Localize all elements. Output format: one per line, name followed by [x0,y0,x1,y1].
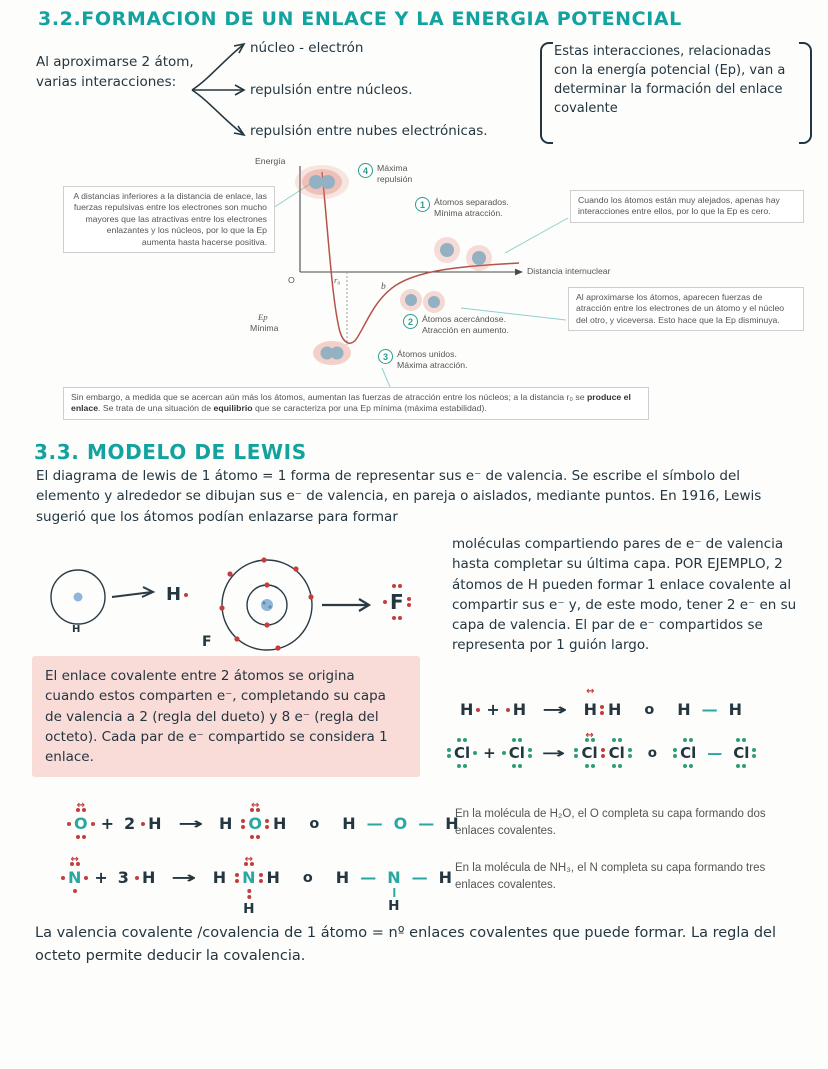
left-bracket [540,42,553,144]
interaction-item-cloud-repulsion: repulsión entre nubes electrónicas. [250,123,488,139]
marker-4-max-repulsion [358,163,412,186]
callout-right-top-far-atoms: Cuando los átomos están muy alejados, apenas hay interacciones entre ellos, por lo que la Ep es cero. [570,190,804,223]
marker-2-atoms-approaching [403,314,509,337]
marker-3-badge: 3 [378,349,393,364]
section-3-2-title: 3.2.FORMACION DE UN ENLACE Y LA ENERGIA POTENCIAL [38,8,682,30]
y-axis-label: Energía [255,156,286,166]
f-atom-drawing [219,557,313,650]
marker-4-badge: 4 [358,163,373,178]
bottom-note-part1: Sin embargo, a medida que se acercan aún más los átomos, aumentan las fuerzas de atracción entre los núcleos; a la distancia r₀ se [71,392,587,402]
marker-1-text: Átomos separados. Mínima atracción. [434,197,509,219]
side-note: Estas interacciones, relacionadas con la energía potencial (Ep), van a determinar la formación del enlace covalente [554,44,786,116]
f-lewis-symbol: F [382,590,412,614]
h2o-note: En la molécula de H₂O, el O completa su capa formando dos enlaces covalentes. [455,808,766,837]
lewis-paragraph-1: El diagrama de lewis de 1 átomo = 1 forma de representar sus e⁻ de valencia. Se escribe el símbolo del elemento y alrededor se dibujan sus e⁻ de valencia, en pareja o aislados, mediante puntos. En 1916, Lewis sugerió que los átomos podían enlazarse para formar [36,468,762,525]
interaction-item-nucleus-repulsion: repulsión entre núcleos. [250,82,413,98]
marker-3-atoms-united [378,349,468,372]
marker-4-text: Máxima repulsión [377,163,413,185]
bottom-note-bold-produce-enlace: produce el enlace [71,392,631,414]
bottom-note-part3: que se caracteriza por una Ep mínima (máxima estabilidad). [252,403,487,414]
ep-minima-label: Mínima [250,323,279,333]
section-3-3-title: 3.3. MODELO DE LEWIS [34,440,307,464]
callout-left-repulsive-forces: A distancias inferiores a la distancia de enlace, las fuerzas repulsivas entre los electrones son mucho mayores que las atractivas entre los electrones enlazantes y los núcleos, por lo que la Ep aumenta hasta hacerse positiva. [63,186,275,253]
h-atom-drawing [51,570,105,624]
bottom-note-bold-equilibrio: equilibrio [213,403,253,414]
x-axis-label: Distancia internuclear [527,266,611,276]
bottom-note-part2: . Se trata de una situación de [98,403,214,414]
atoms-united [313,341,351,365]
marker-1-atoms-separated [415,197,509,220]
f-atom-label: F [202,634,212,650]
molecule-max-repulsion [295,165,349,199]
b-point-label: b [381,282,386,292]
intro-line-2: varias interacciones: [36,74,177,91]
h2o-lewis-equation: O ↔ + 2 H → H O ↔ H o H — O — H [66,814,467,833]
nh3-lewis-equation: N ↔ + 3 H → H N ↔ H H o H — N H — H [60,868,460,887]
interactions-intro [36,52,194,93]
atoms-approaching [400,289,445,313]
origin-label: O [288,275,295,285]
h2-lewis-equation: H + H → H ↔ H o H — H [460,686,743,719]
callout-bottom-bond-formed [63,387,649,420]
callout-right-bottom-attraction: Al aproximarse los átomos, aparecen fuerzas de atracción entre los electrones de un átomo y el núcleo del otro, y viceversa. Esto hace que la Ep disminuya. [568,287,804,331]
ep-label: Ep [258,312,268,322]
h-lewis-symbol: H [158,584,189,605]
marker-1-badge: 1 [415,197,430,212]
marker-3-text: Átomos unidos. Máxima atracción. [397,349,468,371]
marker-2-badge: 2 [403,314,418,329]
covalence-footer-note: La valencia covalente /covalencia de 1 átomo = nº enlaces covalentes que puede formar. La regla del octeto permite deducir la covalencia. [35,925,777,965]
interaction-item-nucleus-electron: núcleo - electrón [250,40,364,56]
cl2-lewis-equation: Cl + Cl → Cl ↔ Cl o Cl — Cl [446,744,757,762]
atoms-separated [434,237,492,271]
h-atom-label: H [72,624,81,635]
lewis-paragraph-2: moléculas compartiendo pares de e⁻ de valencia hasta completar su última capa. POR EJEMPLO, 2 átomos de H pueden formar 1 enlace covalente al compartir sus e⁻ y, de este modo, tener 2 e⁻ en su capa de valencia. El par de e⁻ compartidos se representa por 1 guión largo. [452,536,797,654]
branch-arrows-icon [185,33,255,141]
right-bracket [799,42,812,144]
covalent-bond-definition-box: El enlace covalente entre 2 átomos se origina cuando estos comparten e⁻, completando su capa de valencia a 2 (regla del dueto) y 8 e⁻ (regla del octeto). Cada par de e⁻ compartido se considera 1 enlace. [32,656,420,777]
potential-energy-diagram [55,150,815,448]
r0-label: r₀ [334,275,341,285]
nh3-note: En la molécula de NH₃, el N completa su capa formando tres enlaces covalentes. [455,862,766,891]
marker-2-text: Átomos acercándose. Atracción en aumento. [422,314,509,336]
intro-line-1: Al aproximarse 2 átom, [36,54,194,70]
